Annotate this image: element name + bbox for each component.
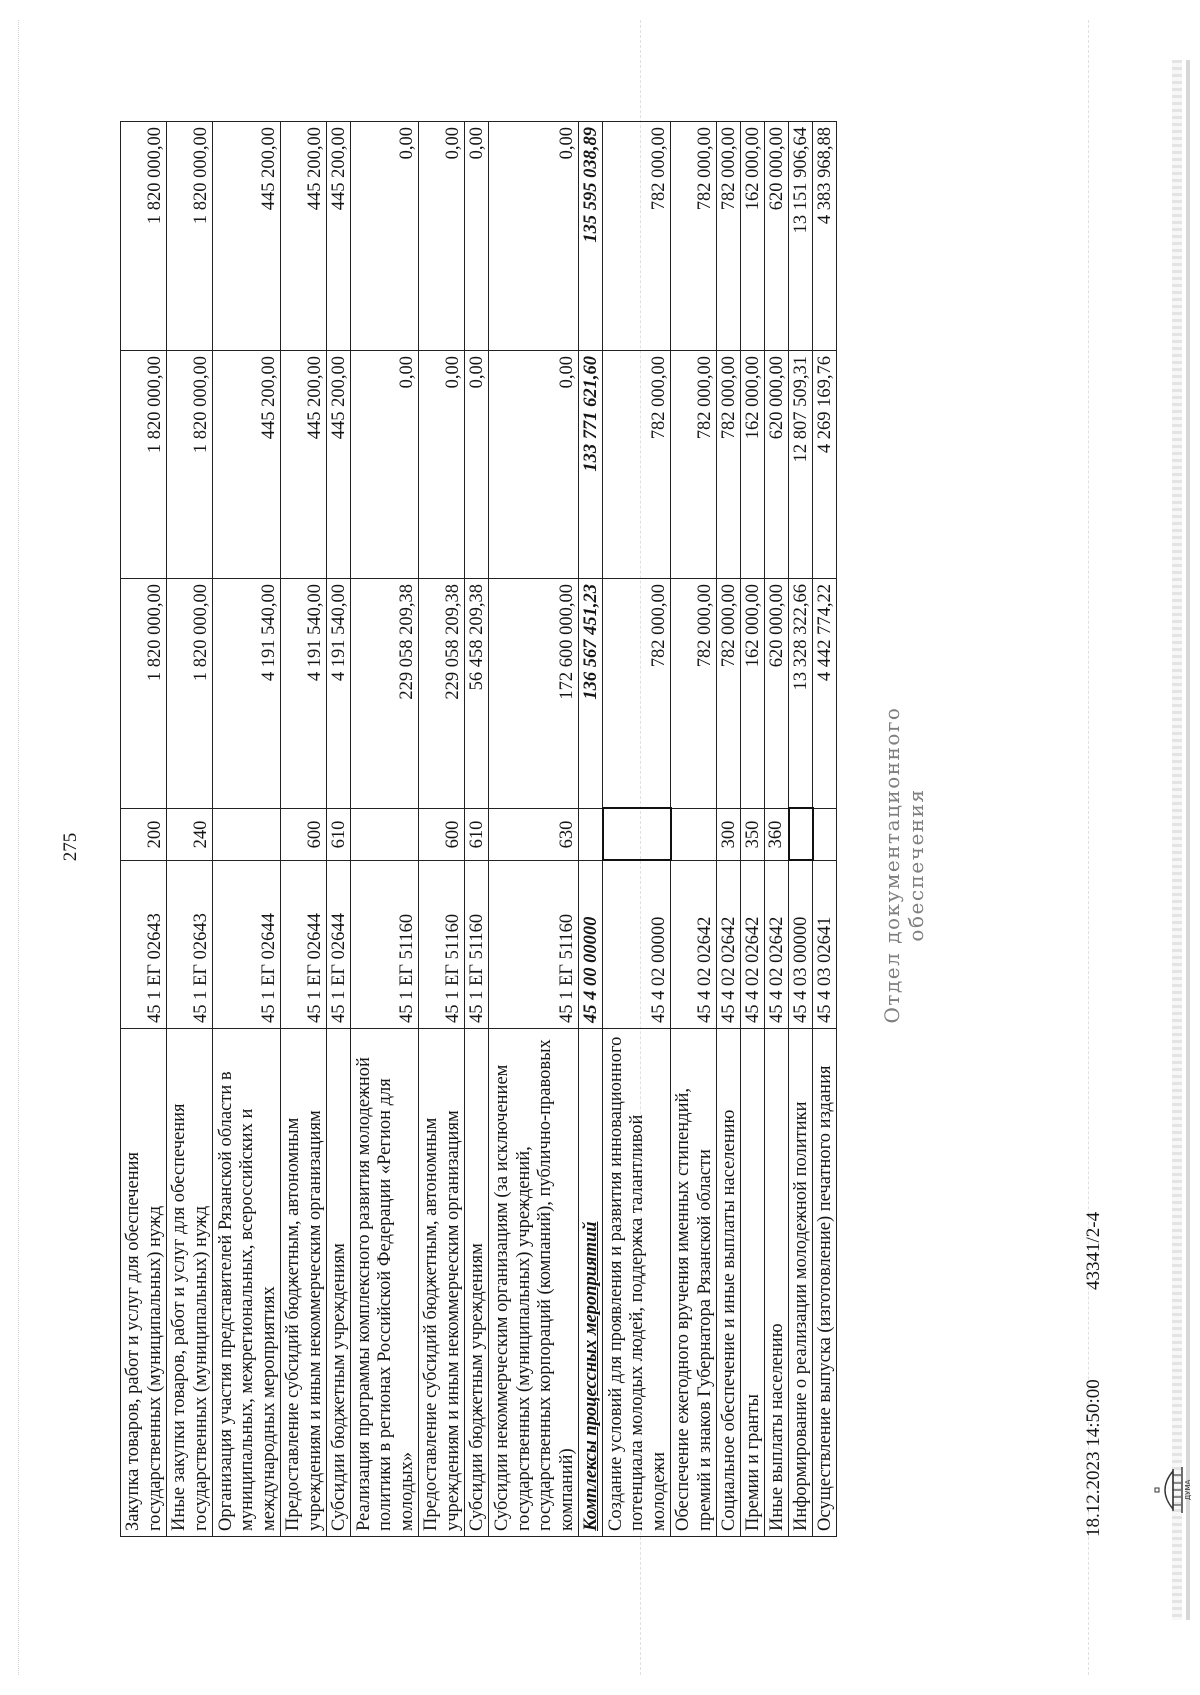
- row-code-cell: 45 1 ЕГ 02644: [327, 861, 351, 1029]
- row-name-cell: Реализация программы комплексного развития молодежной политики в регионах Российской Федерации «Регион для молодых»: [351, 1029, 419, 1537]
- row-value-2024-cell: 1 820 000,00: [121, 579, 167, 809]
- row-value-2025-cell: 445 200,00: [213, 351, 281, 579]
- row-name-cell: Предоставление субсидий бюджетным, автономным учреждениям и иным некоммерческим организациям: [419, 1029, 465, 1537]
- row-name-cell: Организация участия представителей Рязанской области в муниципальных, межрегиональных, всероссийских и международных мероприятиях: [213, 1029, 281, 1537]
- table-row: [603, 122, 671, 1537]
- row-value-2025-cell: 1 820 000,00: [167, 351, 213, 579]
- row-value-2026-cell: 445 200,00: [213, 122, 281, 351]
- row-value-2024-cell: 782 000,00: [603, 579, 671, 809]
- row-vid-cell: 630: [489, 809, 579, 861]
- row-value-2025-cell: 782 000,00: [603, 351, 671, 579]
- table-row: [465, 122, 489, 1537]
- table-row: [489, 122, 579, 1537]
- row-value-2026-cell: 0,00: [351, 122, 419, 351]
- row-value-2026-cell: 1 820 000,00: [167, 122, 213, 351]
- row-vid-cell: 600: [419, 809, 465, 861]
- row-value-2024-cell: 1 820 000,00: [167, 579, 213, 809]
- row-value-2024-cell: 620 000,00: [765, 579, 789, 809]
- row-value-2026-cell: 162 000,00: [741, 122, 765, 351]
- row-vid-cell: [813, 809, 837, 861]
- row-code-cell: 45 1 ЕГ 02643: [167, 861, 213, 1029]
- table-row: [419, 122, 465, 1537]
- table-row: [281, 122, 327, 1537]
- row-value-2024-cell: 229 058 209,38: [419, 579, 465, 809]
- row-name-cell: Закупка товаров, работ и услуг для обеспечения государственных (муниципальных) нужд: [121, 1029, 167, 1537]
- row-value-2026-cell: 782 000,00: [671, 122, 717, 351]
- row-value-2024-cell: 229 058 209,38: [351, 579, 419, 809]
- row-value-2025-cell: 4 269 169,76: [813, 351, 837, 579]
- row-value-2024-cell: 136 567 451,23: [579, 579, 603, 809]
- page-number: 275: [60, 832, 81, 862]
- table-row: [717, 122, 741, 1537]
- row-code-cell: 45 4 02 02642: [671, 861, 717, 1029]
- row-name-cell: Информирование о реализации молодежной политики: [789, 1029, 813, 1537]
- row-vid-cell: 610: [465, 809, 489, 861]
- row-vid-cell: 360: [765, 809, 789, 861]
- row-value-2026-cell: 13 151 906,64: [789, 122, 813, 351]
- row-value-2026-cell: 445 200,00: [327, 122, 351, 351]
- row-value-2025-cell: 1 820 000,00: [121, 351, 167, 579]
- row-name-cell: Субсидии бюджетным учреждениям: [465, 1029, 489, 1537]
- row-vid-cell: 610: [327, 809, 351, 861]
- row-name-cell: Комплексы процессных мероприятий: [579, 1029, 603, 1537]
- row-vid-cell: [351, 809, 419, 861]
- row-value-2026-cell: 135 595 038,89: [579, 122, 603, 351]
- table-row: [765, 122, 789, 1537]
- row-code-cell: 45 4 02 02642: [765, 861, 789, 1029]
- row-value-2024-cell: 4 191 540,00: [213, 579, 281, 809]
- row-value-2025-cell: 782 000,00: [671, 351, 717, 579]
- row-code-cell: 45 1 ЕГ 51160: [465, 861, 489, 1029]
- row-value-2026-cell: 0,00: [419, 122, 465, 351]
- row-value-2024-cell: 13 328 322,66: [789, 579, 813, 809]
- table-row: [741, 122, 765, 1537]
- table-row: [671, 122, 717, 1537]
- row-value-2026-cell: 4 383 968,88: [813, 122, 837, 351]
- department-stamp: [880, 595, 928, 1135]
- table-row: [327, 122, 351, 1537]
- row-vid-cell: 600: [281, 809, 327, 861]
- row-value-2025-cell: 620 000,00: [765, 351, 789, 579]
- row-vid-cell: [789, 809, 813, 861]
- row-value-2026-cell: 782 000,00: [717, 122, 741, 351]
- row-name-cell: Обеспечение ежегодного вручения именных стипендий, премий и знаков Губернатора Рязанской области: [671, 1029, 717, 1537]
- row-code-cell: 45 1 ЕГ 02644: [213, 861, 281, 1029]
- row-vid-cell: 300: [717, 809, 741, 861]
- row-value-2026-cell: 1 820 000,00: [121, 122, 167, 351]
- row-value-2025-cell: 0,00: [419, 351, 465, 579]
- duma-logo-icon: [1155, 1461, 1191, 1519]
- row-value-2025-cell: 445 200,00: [327, 351, 351, 579]
- table-row: [121, 122, 167, 1537]
- row-name-cell: Иные закупки товаров, работ и услуг для обеспечения государственных (муниципальных) нужд: [167, 1029, 213, 1537]
- stamp-line-1: Отдел документационного: [880, 706, 904, 1024]
- row-vid-cell: [671, 809, 717, 861]
- row-code-cell: 45 4 02 02642: [717, 861, 741, 1029]
- row-name-cell: Социальное обеспечение и иные выплаты населению: [717, 1029, 741, 1537]
- table-row: [579, 122, 603, 1537]
- row-code-cell: 45 1 ЕГ 51160: [419, 861, 465, 1029]
- row-code-cell: 45 4 03 02641: [813, 861, 837, 1029]
- row-name-cell: Субсидии некоммерческим организациям (за исключением государственных (муниципальных) учреждений, государственных корпораций (компаний), публично-правовых компаний): [489, 1029, 579, 1537]
- row-vid-cell: 240: [167, 809, 213, 861]
- row-name-cell: Премии и гранты: [741, 1029, 765, 1537]
- row-code-cell: 45 4 02 02642: [741, 861, 765, 1029]
- row-value-2025-cell: 133 771 621,60: [579, 351, 603, 579]
- row-code-cell: 45 1 ЕГ 02644: [281, 861, 327, 1029]
- row-value-2025-cell: 0,00: [465, 351, 489, 579]
- row-value-2024-cell: 782 000,00: [717, 579, 741, 809]
- row-value-2026-cell: 620 000,00: [765, 122, 789, 351]
- row-value-2026-cell: 782 000,00: [603, 122, 671, 351]
- row-value-2025-cell: 12 807 509,31: [789, 351, 813, 579]
- footer-doc-id: 43341/2-4: [1083, 1211, 1104, 1290]
- row-value-2025-cell: 0,00: [489, 351, 579, 579]
- row-code-cell: 45 1 ЕГ 51160: [489, 861, 579, 1029]
- table-row: [789, 122, 813, 1537]
- row-value-2025-cell: 162 000,00: [741, 351, 765, 579]
- row-value-2026-cell: 0,00: [489, 122, 579, 351]
- budget-table: [120, 121, 837, 1537]
- row-vid-cell: 350: [741, 809, 765, 861]
- row-name-cell: Осуществление выпуска (изготовление) печатного издания: [813, 1029, 837, 1537]
- row-value-2024-cell: 172 600 000,00: [489, 579, 579, 809]
- row-value-2025-cell: 445 200,00: [281, 351, 327, 579]
- row-vid-cell: [213, 809, 281, 861]
- row-code-cell: 45 4 02 00000: [603, 861, 671, 1029]
- row-name-cell: Предоставление субсидий бюджетным, автономным учреждениям и иным некоммерческим организациям: [281, 1029, 327, 1537]
- row-name-cell: Иные выплаты населению: [765, 1029, 789, 1537]
- row-value-2026-cell: 445 200,00: [281, 122, 327, 351]
- row-value-2024-cell: 4 191 540,00: [327, 579, 351, 809]
- row-value-2024-cell: 4 191 540,00: [281, 579, 327, 809]
- table-row: [813, 122, 837, 1537]
- row-value-2026-cell: 0,00: [465, 122, 489, 351]
- row-vid-cell: [603, 809, 671, 861]
- row-code-cell: 45 4 00 00000: [579, 861, 603, 1029]
- row-vid-cell: 200: [121, 809, 167, 861]
- row-value-2024-cell: 56 458 209,38: [465, 579, 489, 809]
- budget-table-body: [121, 122, 837, 1537]
- row-name-cell: Субсидии бюджетным учреждениям: [327, 1029, 351, 1537]
- row-vid-cell: [579, 809, 603, 861]
- duma-logo-caption: ДУМА: [1184, 1479, 1192, 1501]
- row-name-cell: Создание условий для проявления и развития инновационного потенциала молодых людей, поддержка талантливой молодежи: [603, 1029, 671, 1537]
- row-value-2025-cell: 0,00: [351, 351, 419, 579]
- table-row: [213, 122, 281, 1537]
- stamp-line-2: обеспечения: [904, 788, 928, 942]
- row-value-2024-cell: 4 442 774,22: [813, 579, 837, 809]
- table-row: [167, 122, 213, 1537]
- row-value-2025-cell: 782 000,00: [717, 351, 741, 579]
- row-code-cell: 45 1 ЕГ 02643: [121, 861, 167, 1029]
- table-row: [351, 122, 419, 1537]
- row-value-2024-cell: 162 000,00: [741, 579, 765, 809]
- row-value-2024-cell: 782 000,00: [671, 579, 717, 809]
- footer-date: 18.12.2023 14:50:00: [1083, 1379, 1104, 1537]
- row-code-cell: 45 1 ЕГ 51160: [351, 861, 419, 1029]
- row-code-cell: 45 4 03 00000: [789, 861, 813, 1029]
